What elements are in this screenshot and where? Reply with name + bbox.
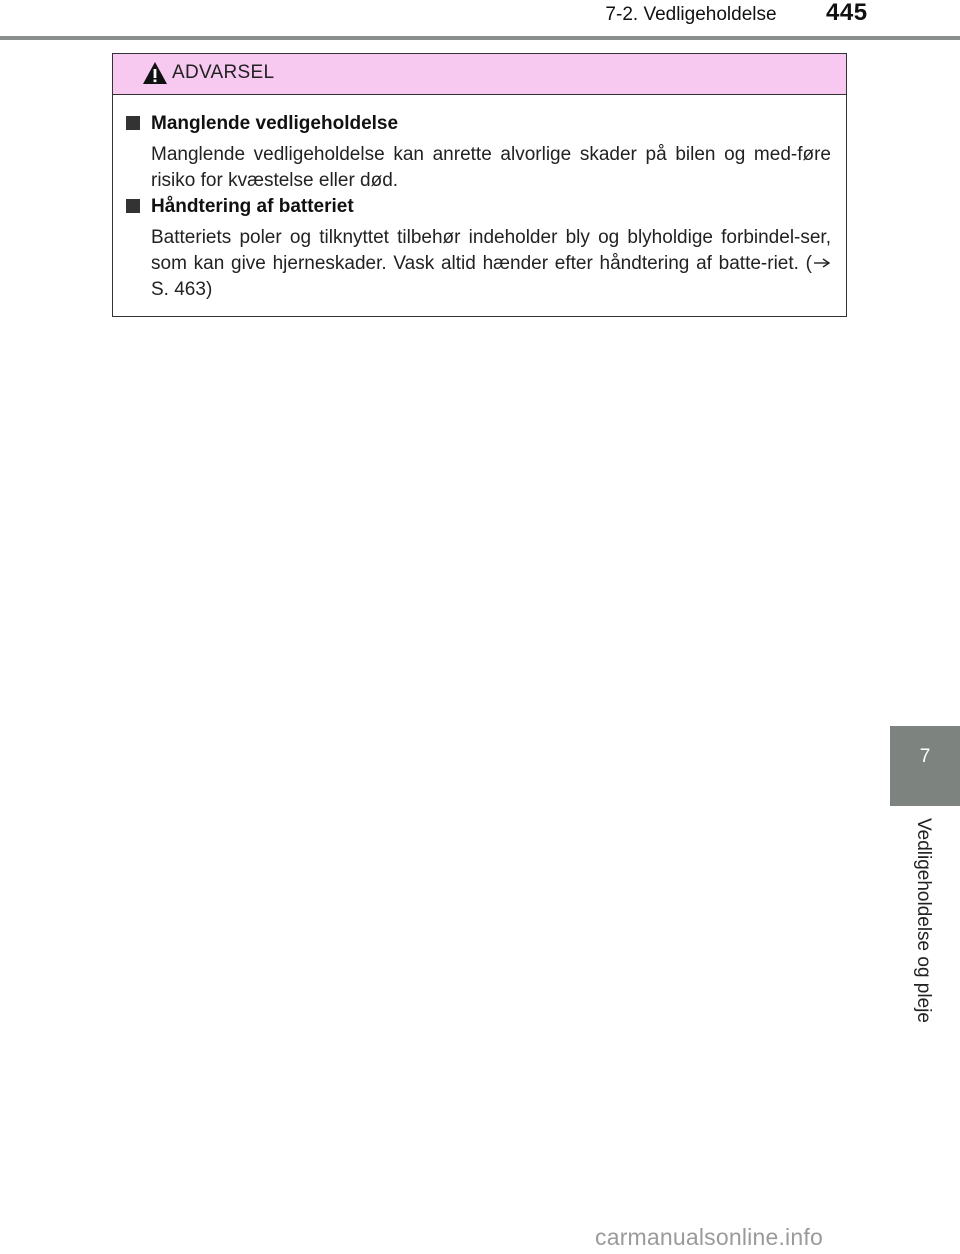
chapter-number: 7 [919, 746, 931, 767]
header-rule [0, 36, 960, 40]
square-bullet-icon [126, 199, 140, 213]
warning-triangle-icon [142, 61, 168, 85]
warning-item [126, 194, 831, 303]
warning-item-body [151, 225, 831, 303]
square-bullet-icon [126, 116, 140, 130]
warning-item-title [126, 111, 831, 137]
page-number: 445 [826, 0, 868, 26]
page-reference-link[interactable]: S. 463 [151, 279, 206, 300]
watermark: carmanualsonline.info [595, 1224, 823, 1250]
warning-item [126, 111, 831, 194]
warning-label: ADVARSEL [172, 62, 275, 83]
chapter-tab[interactable] [890, 726, 960, 806]
arrow-right-icon [813, 257, 831, 269]
header-section-title: 7-2. Vedligeholdelse [605, 4, 777, 25]
warning-item-body: Manglende vedligeholdelse kan anrette alvorlige skader på bilen og med-føre risiko for kvæstelse eller død. [151, 144, 831, 191]
warning-box [112, 53, 847, 317]
chapter-label-text: Vedligeholdelse og pleje [913, 818, 934, 1023]
warning-item-title-text: Manglende vedligeholdelse [151, 113, 399, 134]
warning-item-body-end: ) [205, 279, 213, 300]
chapter-label [908, 818, 938, 1038]
warning-item-title-text: Håndtering af batteriet [151, 196, 354, 217]
warning-header [113, 54, 846, 95]
warning-item-title [126, 194, 831, 220]
warning-item-body-text: Batteriets poler og tilknyttet tilbehør indeholder bly og blyholdige forbindel-ser, som kan give hjerneskader. Vask altid hænder efter håndtering af batte-riet. ( [151, 227, 831, 274]
